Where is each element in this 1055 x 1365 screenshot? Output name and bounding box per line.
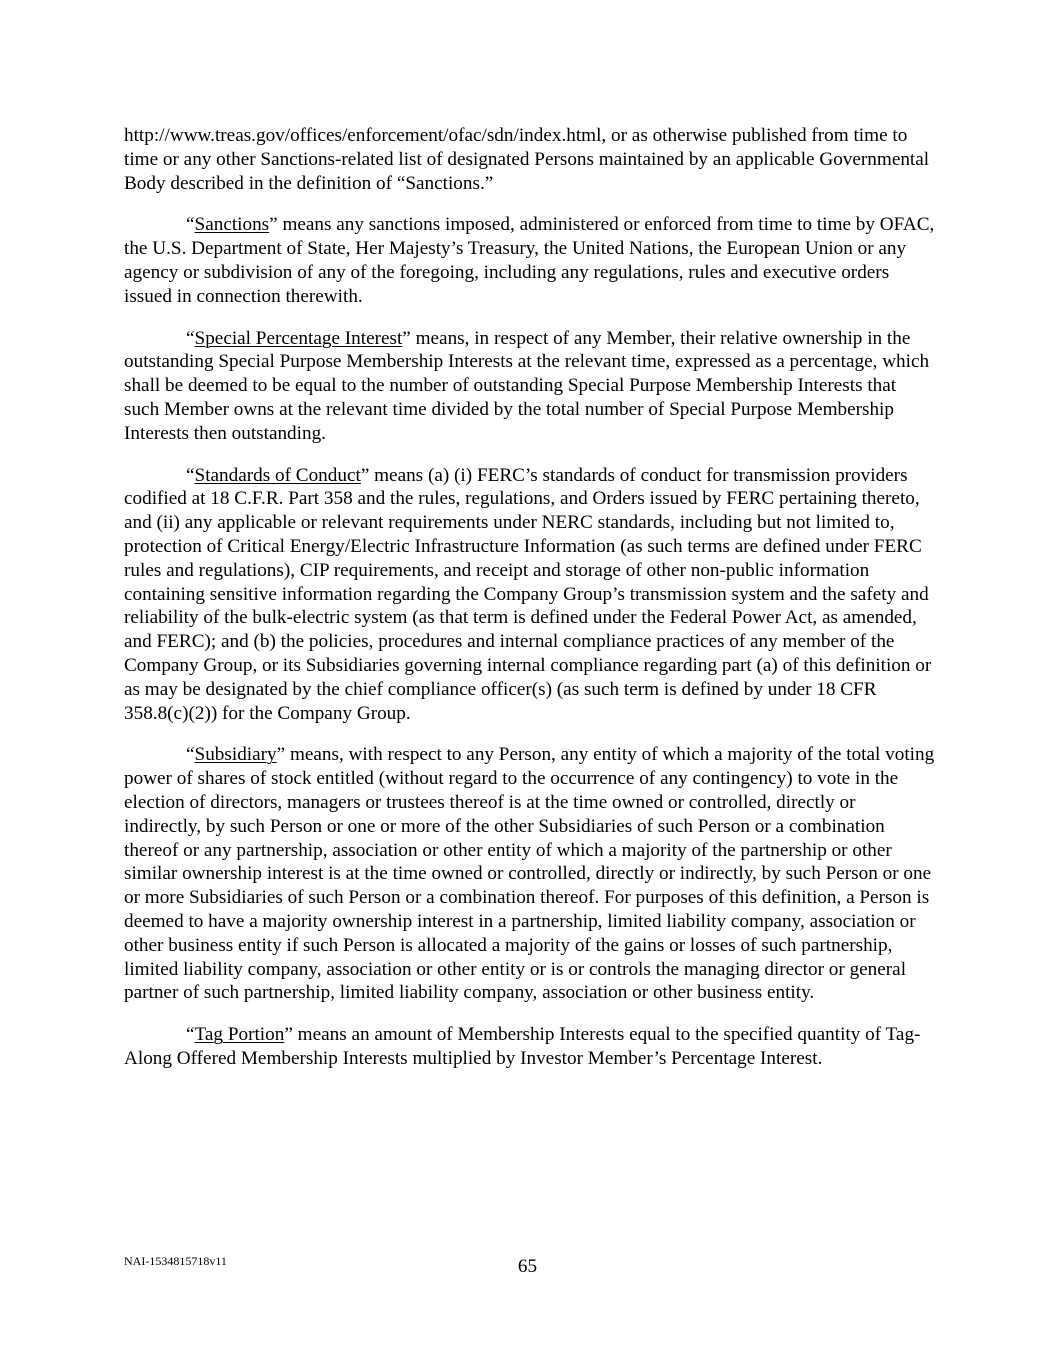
definition-text: ” means any sanctions imposed, administered or enforced from time to time by OFAC, the U.S. Department of State, Her Majesty’s Treasury, the United Nations, the European Union or any agency or subdivision of any of the foregoing, including any regulations, rules and executive orders issued in connection therewith. [124,214,935,307]
definition-standards-of-conduct [124,464,936,726]
footer-document-id: NAI-1534815718v11 [124,1254,227,1268]
defined-term: Standards of Conduct [194,464,361,486]
page-number: 65 [517,1256,538,1277]
open-quote: “ [186,214,195,236]
definition-tag-portion [124,1023,936,1071]
defined-term: Subsidiary [194,744,277,766]
defined-term: Special Percentage Interest [194,327,403,349]
defined-term: Tag Portion [194,1024,285,1046]
open-quote: “ [186,464,195,486]
definition-text: ” means, in respect of any Member, their relative ownership in the outstanding Special Purpose Membership Interests at the relevant time, expressed as a percentage, which shall be deemed to be equal to the number of outstanding Special Purpose Membership Interests that such Member owns at the relevant time divided by the total number of Special Purpose Membership Interests then outstanding. [124,327,930,444]
definition-sanctions [124,213,936,308]
document-body [124,124,936,1089]
definition-text: ” means an amount of Membership Interests equal to the specified quantity of Tag-Along Offered Membership Interests multiplied by Investor Member’s Percentage Interest. [124,1024,921,1069]
defined-term: Sanctions [194,214,270,236]
definition-text: ” means (a) (i) FERC’s standards of conduct for transmission providers codified at 18 C.F.R. Part 358 and the rules, regulations, and Orders issued by FERC pertaining thereto, and (ii) any applicable or relevant requirements under NERC standards, including but not limited to, protection of Critical Energy/Electric Infrastructure Information (as such terms are defined under FERC rules and regulations), CIP requirements, and receipt and storage of other non-public information containing sensitive information regarding the Company Group’s transmission system and the safety and reliability of the bulk-electric system (as that term is defined under the Federal Power Act, as amended, and FERC); and (b) the policies, procedures and internal compliance practices of any member of the Company Group, or its Subsidiaries governing internal compliance regarding part (a) of this definition or as may be designated by the chief compliance officer(s) (as such term is defined by under 18 CFR 358.8(c)(2)) for the Company Group. [124,464,932,724]
open-quote: “ [186,744,195,766]
definition-special-percentage-interest [124,327,936,446]
intro-paragraph: http://www.treas.gov/offices/enforcement/ofac/sdn/index.html, or as otherwise published from time to time or any other Sanctions-related list of designated Persons maintained by an applicable Governmental Body described in the definition of “Sanctions.” [124,125,930,194]
definition-text: ” means, with respect to any Person, any entity of which a majority of the total voting power of shares of stock entitled (without regard to the occurrence of any contingency) to vote in the election of directors, managers or trustees thereof is at the time owned or controlled, directly or indirectly, by such Person or one or more of the other Subsidiaries of such Person or a combination thereof or any partnership, association or other entity of which a majority of the partnership or other similar ownership interest is at the time owned or controlled, directly or indirectly, by such Person or one or more Subsidiaries of such Person or a combination thereof. For purposes of this definition, a Person is deemed to have a majority ownership interest in a partnership, limited liability company, association or other business entity if such Person is allocated a majority of the gains or losses of such partnership, limited liability company, association or other entity or is or controls the managing director or general partner of such partnership, limited liability company, association or other business entity. [124,744,935,1004]
open-quote: “ [186,1024,195,1046]
definition-subsidiary [124,743,936,1005]
open-quote: “ [186,327,195,349]
